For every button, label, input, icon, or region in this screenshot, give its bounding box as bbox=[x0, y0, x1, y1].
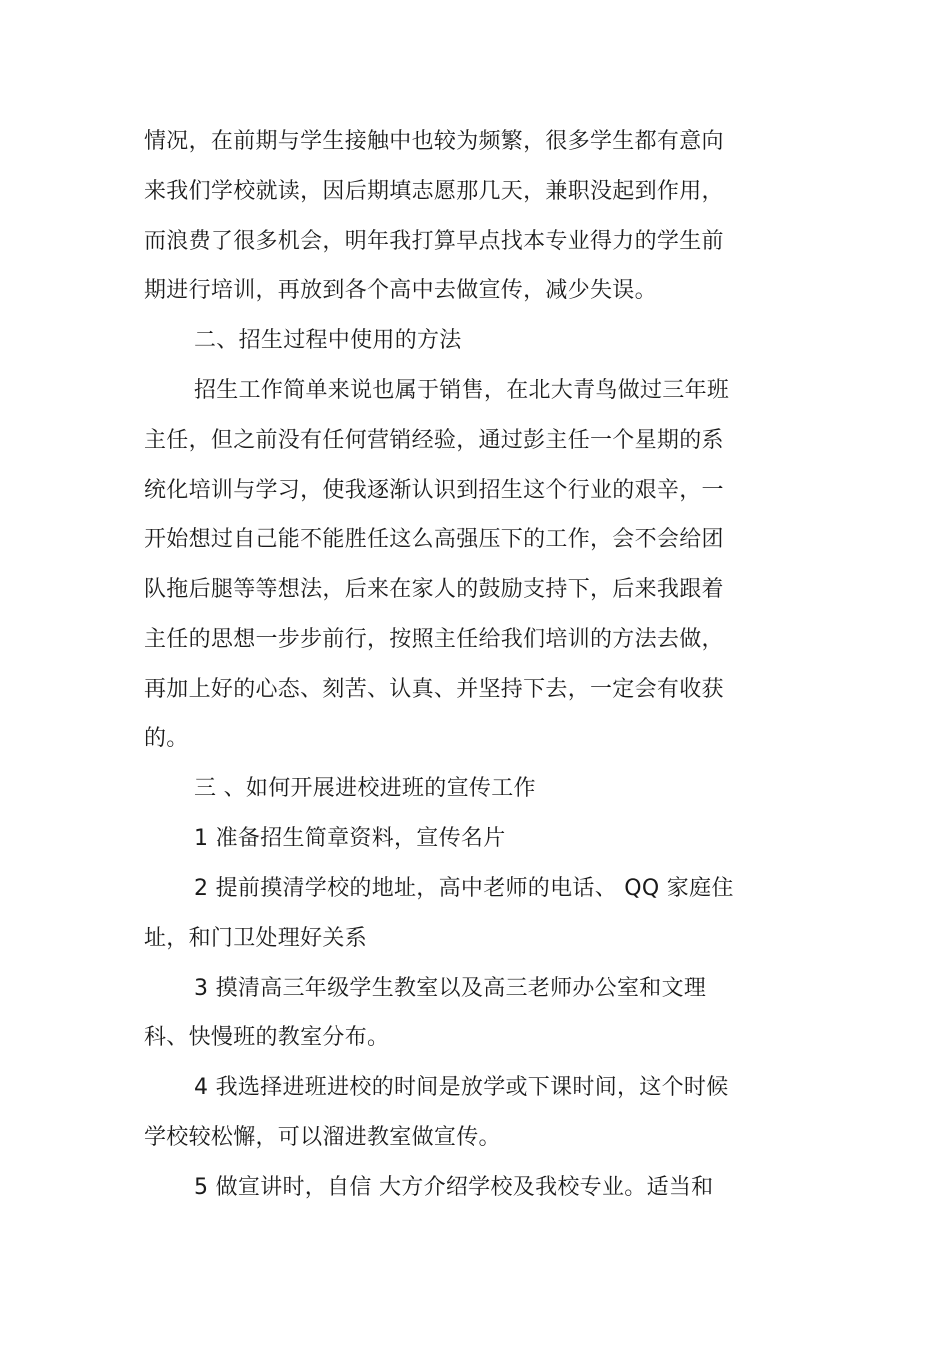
list-item-5: 5 做宣讲时，自信 大方介绍学校及我校专业。适当和 bbox=[194, 1175, 714, 1200]
list-item-3-cont: 科、快慢班的教室分布。 bbox=[144, 1025, 390, 1050]
list-item-2: 2 提前摸清学校的地址，高中老师的电话、 QQ 家庭住 bbox=[194, 876, 734, 901]
list-item-2-cont: 址，和门卫处理好关系 bbox=[144, 926, 368, 951]
paragraph-line-7: 统化培训与学习，使我逐渐认识到招生这个行业的艰辛，一 bbox=[144, 478, 724, 503]
section-heading-2: 二、招生过程中使用的方法 bbox=[194, 328, 462, 353]
paragraph-line-4: 期进行培训，再放到各个高中去做宣传，减少失误。 bbox=[144, 278, 657, 303]
paragraph-line-3: 而浪费了很多机会，明年我打算早点找本专业得力的学生前 bbox=[144, 229, 724, 254]
paragraph-line-8: 开始想过自己能不能胜任这么高强压下的工作，会不会给团 bbox=[144, 527, 724, 552]
paragraph-line-12: 的。 bbox=[144, 726, 189, 751]
paragraph-line-1: 情况，在前期与学生接触中也较为频繁，很多学生都有意向 bbox=[144, 129, 724, 154]
list-item-4-cont: 学校较松懈，可以溜进教室做宣传。 bbox=[144, 1125, 501, 1150]
paragraph-line-6: 主任，但之前没有任何营销经验，通过彭主任一个星期的系 bbox=[144, 428, 724, 453]
paragraph-line-2: 来我们学校就读，因后期填志愿那几天，兼职没起到作用， bbox=[144, 179, 724, 204]
paragraph-line-10: 主任的思想一步步前行，按照主任给我们培训的方法去做， bbox=[144, 627, 724, 652]
list-item-1: 1 准备招生简章资料，宣传名片 bbox=[194, 826, 506, 851]
section-heading-3: 三 、如何开展进校进班的宣传工作 bbox=[194, 776, 536, 801]
paragraph-line-5: 招生工作简单来说也属于销售，在北大青鸟做过三年班 bbox=[194, 378, 730, 403]
paragraph-line-9: 队拖后腿等等想法，后来在家人的鼓励支持下，后来我跟着 bbox=[144, 577, 724, 602]
paragraph-line-11: 再加上好的心态、刻苦、认真、并坚持下去，一定会有收获 bbox=[144, 677, 724, 702]
list-item-3: 3 摸清高三年级学生教室以及高三老师办公室和文理 bbox=[194, 976, 707, 1001]
list-item-4: 4 我选择进班进校的时间是放学或下课时间，这个时候 bbox=[194, 1075, 729, 1100]
